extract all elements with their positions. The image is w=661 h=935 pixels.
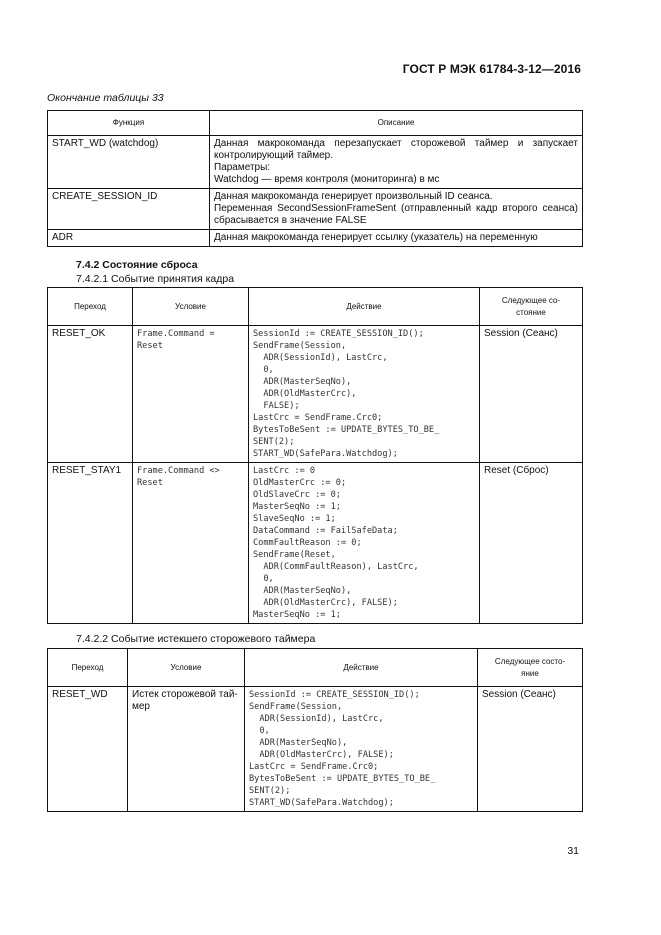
action-line: CommFaultReason := 0; <box>253 538 362 548</box>
action-cell <box>249 463 480 624</box>
action-line: SendFrame(Session, <box>249 702 343 712</box>
condition-cell <box>133 463 249 624</box>
action-line: LastCrc = SendFrame.Crc0; <box>249 762 379 772</box>
action-line: FALSE); <box>253 401 300 411</box>
action-line: BytesToBeSent := UPDATE_BYTES_TO_BE_ <box>253 425 440 435</box>
action-line: OldSlaveCrc := 0; <box>253 490 341 500</box>
action-line: 0, <box>249 726 270 736</box>
action-line: ADR(OldMasterCrc), FALSE); <box>253 598 398 608</box>
action-line: LastCrc := 0 <box>253 466 316 476</box>
action-line: OldMasterCrc := 0; <box>253 478 347 488</box>
functions-table <box>47 110 583 247</box>
action-line: MasterSeqNo := 1; <box>253 502 341 512</box>
column-header-function: Функция <box>48 111 210 136</box>
function-name: ADR <box>48 230 210 247</box>
action-line: BytesToBeSent := UPDATE_BYTES_TO_BE_ <box>249 774 436 784</box>
table-row <box>48 687 583 812</box>
action-line: ADR(MasterSeqNo), <box>253 586 352 596</box>
table-row <box>48 326 583 463</box>
column-header-condition: Условие <box>133 288 249 326</box>
action-line: LastCrc = SendFrame.Crc0; <box>253 413 383 423</box>
action-line: SENT(2); <box>253 437 295 447</box>
column-header-condition: Условие <box>128 649 245 687</box>
action-line: START_WD(SafePara.Watchdog); <box>253 449 398 459</box>
function-name: START_WD (watchdog) <box>48 136 210 189</box>
action-line: ADR(OldMasterCrc), <box>253 389 357 399</box>
table-caption: Окончание таблицы 33 <box>47 92 164 104</box>
document-header: ГОСТ Р МЭК 61784-3-12—2016 <box>402 62 581 76</box>
action-line: SlaveSeqNo := 1; <box>253 514 336 524</box>
next-state: Session (Сеанс) <box>478 687 583 812</box>
condition-line: Reset <box>137 341 163 351</box>
column-header-transition: Переход <box>48 288 133 326</box>
table-row <box>48 463 583 624</box>
description-line: Данная макрокоманда генерирует произвольный ID сеанса. <box>214 191 493 202</box>
watchdog-expired-table <box>47 648 583 812</box>
next-state: Reset (Сброс) <box>480 463 583 624</box>
frame-received-table <box>47 287 583 624</box>
action-line: START_WD(SafePara.Watchdog); <box>249 798 394 808</box>
description-line: Данная макрокоманда генерирует ссылку (указатель) на переменную <box>214 232 538 243</box>
column-header-description: Описание <box>210 111 583 136</box>
action-line: SendFrame(Reset, <box>253 550 336 560</box>
action-line: ADR(MasterSeqNo), <box>249 738 348 748</box>
subsection-title: 7.4.2.2 Событие истекшего сторожевого таймера <box>76 633 316 645</box>
condition-line: Истек сторожевой тай- <box>132 689 238 700</box>
table-row <box>48 189 583 230</box>
description-line: Параметры: <box>214 162 271 173</box>
function-description <box>210 189 583 230</box>
condition-line: Frame.Command = <box>137 329 215 339</box>
action-line: MasterSeqNo := 1; <box>253 610 341 620</box>
section-title: 7.4.2 Состояние сброса <box>76 259 198 271</box>
action-line: SessionId := CREATE_SESSION_ID(); <box>253 329 424 339</box>
action-cell <box>249 326 480 463</box>
action-line: ADR(SessionId), LastCrc, <box>253 353 388 363</box>
next-state: Session (Сеанс) <box>480 326 583 463</box>
action-line: SENT(2); <box>249 786 291 796</box>
transition-name: RESET_STAY1 <box>48 463 133 624</box>
function-description <box>210 230 583 247</box>
action-line: ADR(OldMasterCrc), FALSE); <box>249 750 394 760</box>
column-header-next-state: Следующее со- стояние <box>480 288 583 326</box>
table-header-row <box>48 111 583 136</box>
condition-line: Reset <box>137 478 163 488</box>
condition-cell <box>133 326 249 463</box>
table-header-row <box>48 288 583 326</box>
action-line: SendFrame(Session, <box>253 341 347 351</box>
action-cell <box>245 687 478 812</box>
action-line: 0, <box>253 574 274 584</box>
table-header-row <box>48 649 583 687</box>
action-line: 0, <box>253 365 274 375</box>
transition-name: RESET_WD <box>48 687 128 812</box>
table-row <box>48 230 583 247</box>
function-description <box>210 136 583 189</box>
action-line: ADR(SessionId), LastCrc, <box>249 714 384 724</box>
function-name: CREATE_SESSION_ID <box>48 189 210 230</box>
subsection-title: 7.4.2.1 Событие принятия кадра <box>76 273 235 285</box>
description-line: Данная макрокоманда перезапускает сторожевой таймер и запускает контролирующий таймер. <box>214 138 578 161</box>
action-line: DataCommand := FailSafeData; <box>253 526 398 536</box>
action-line: ADR(MasterSeqNo), <box>253 377 352 387</box>
column-header-action: Действие <box>245 649 478 687</box>
condition-line: мер <box>132 701 150 712</box>
description-line: Watchdog — время контроля (мониторинга) в мс <box>214 174 440 185</box>
condition-cell <box>128 687 245 812</box>
page-number: 31 <box>567 845 579 857</box>
description-line: Переменная SecondSessionFrameSent (отправленный кадр второго сеанса) сбрасывается в значение FALSE <box>214 203 578 226</box>
column-header-action: Действие <box>249 288 480 326</box>
column-header-transition: Переход <box>48 649 128 687</box>
condition-line: Frame.Command <> <box>137 466 220 476</box>
transition-name: RESET_OK <box>48 326 133 463</box>
table-row <box>48 136 583 189</box>
action-line: ADR(CommFaultReason), LastCrc, <box>253 562 419 572</box>
action-line: SessionId := CREATE_SESSION_ID(); <box>249 690 420 700</box>
column-header-next-state: Следующее состо- яние <box>478 649 583 687</box>
